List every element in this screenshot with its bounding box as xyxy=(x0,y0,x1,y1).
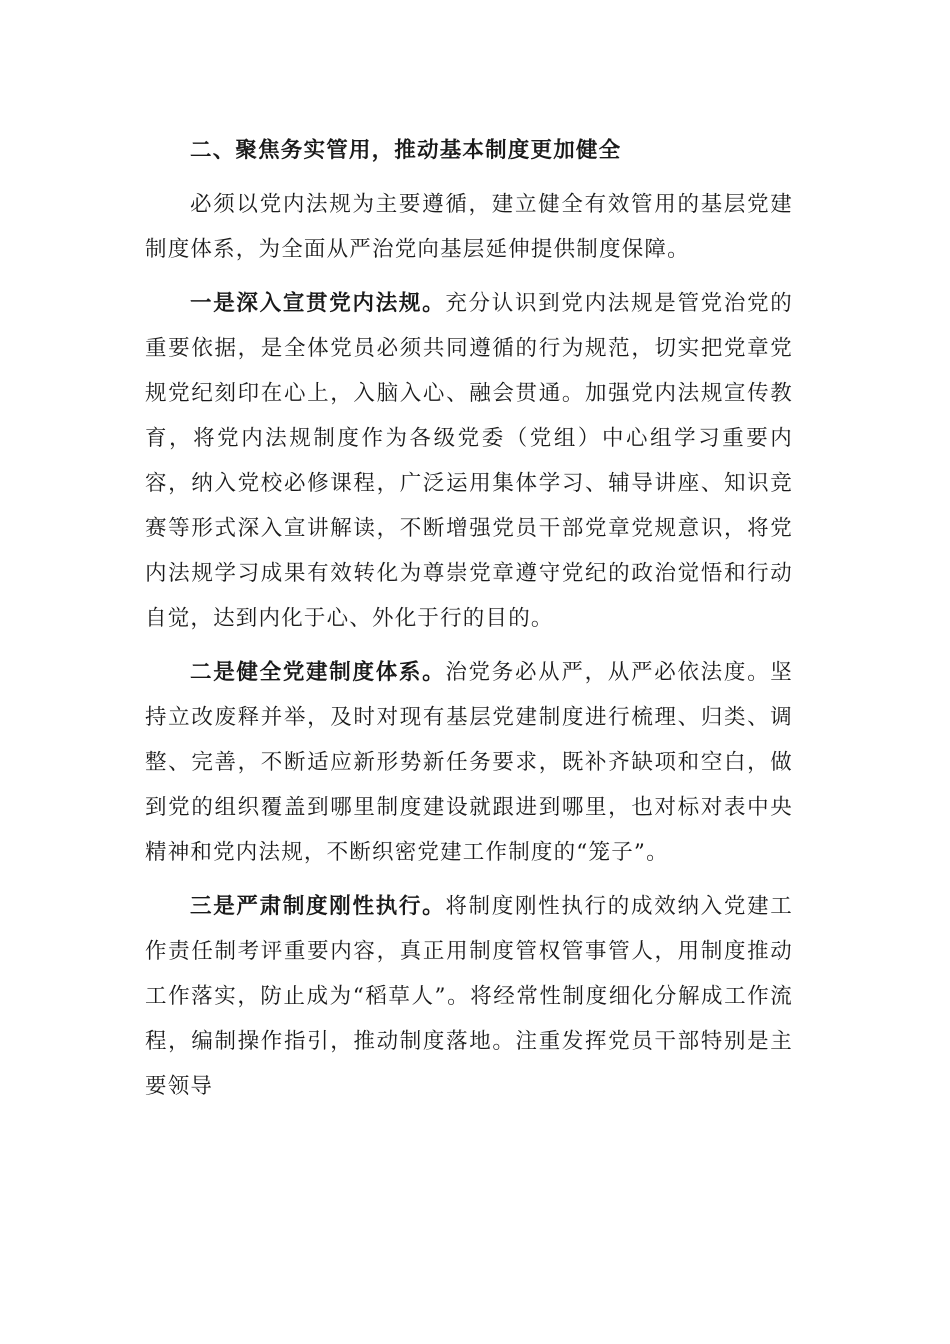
item-body-1: 充分认识到党内法规是管党治党的重要依据，是全体党员必须共同遵循的行为规范，切实把党章党规党纪刻印在心上，入脑入心、融会贯通。加强党内法规宣传教育，将党内法规制度作为各级党委（党组）中心组学习重要内容，纳入党校必修课程，广泛运用集体学习、辅导讲座、知识竞赛等形式深入宣讲解读，不断增强党员干部党章党规意识，将党内法规学习成果有效转化为尊崇党章遵守党纪的政治觉悟和行动自觉，达到内化于心、外化于行的目的。 xyxy=(145,291,793,631)
item-body-3: 将制度刚性执行的成效纳入党建工作责任制考评重要内容，真正用制度管权管事管人，用制度推动工作落实，防止成为“稻草人”。将经常性制度细化分解成工作流程，编制操作指引，推动制度落地。注重发挥党员干部特别是主要领导 xyxy=(145,894,793,1099)
section-heading: 二、聚焦务实管用，推动基本制度更加健全 xyxy=(190,138,622,163)
item-lead-3: 三是严肃制度刚性执行。 xyxy=(190,894,446,919)
item-lead-1: 一是深入宣贯党内法规。 xyxy=(190,291,446,316)
document-body xyxy=(145,128,793,1118)
item-paragraph-2 xyxy=(145,650,793,875)
item-paragraph-1 xyxy=(145,281,793,641)
intro-paragraph: 必须以党内法规为主要遵循，建立健全有效管用的基层党建制度体系，为全面从严治党向基层延伸提供制度保障。 xyxy=(145,192,793,262)
item-lead-2: 二是健全党建制度体系。 xyxy=(190,660,446,685)
item-paragraph-3 xyxy=(145,884,793,1109)
item-body-2: 治党务必从严，从严必依法度。坚持立改废释并举，及时对现有基层党建制度进行梳理、归类、调整、完善，不断适应新形势新任务要求，既补齐缺项和空白，做到党的组织覆盖到哪里制度建设就跟进到哪里，也对标对表中央精神和党内法规，不断织密党建工作制度的“笼子”。 xyxy=(145,660,793,865)
